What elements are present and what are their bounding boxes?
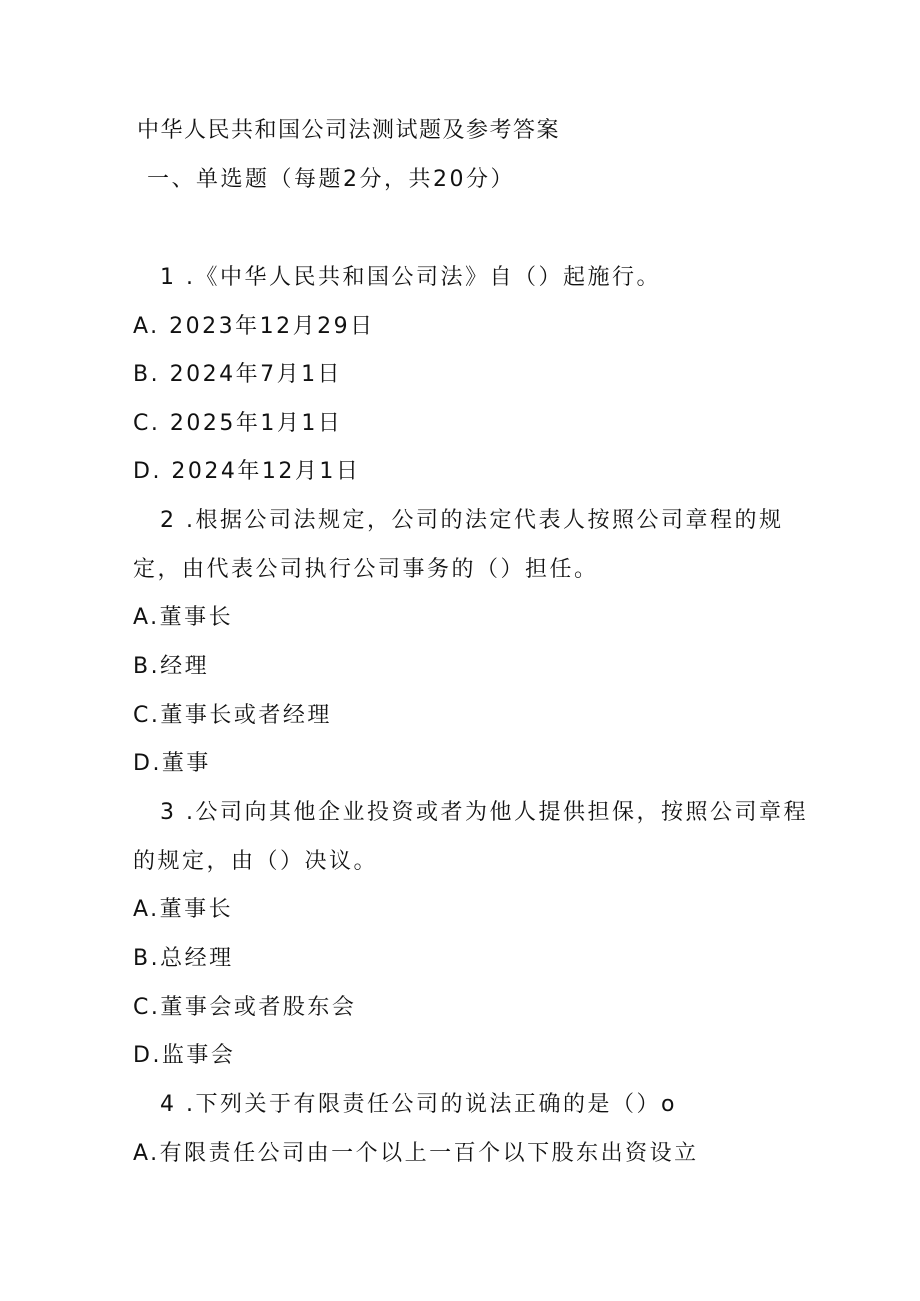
option-c: C.董事长或者经理 — [133, 703, 332, 728]
option-a: A.董事长 — [133, 605, 234, 630]
option-d: D.董事 — [133, 751, 211, 776]
question-stem: 1 .《中华人民共和国公司法》自（）起施行。 — [160, 265, 661, 290]
option-b: B.总经理 — [133, 946, 234, 971]
option-b: B. 2024年7月1日 — [133, 362, 343, 387]
section-heading: 一、单选题（每题2分，共20分） — [147, 167, 515, 192]
option-a: A.有限责任公司由一个以上一百个以下股东出资设立 — [133, 1141, 699, 1166]
option-d: D. 2024年12月1日 — [133, 459, 361, 484]
option-c: C. 2025年1月1日 — [133, 411, 343, 436]
question-stem-line-2: 定，由代表公司执行公司事务的（）担任。 — [133, 557, 599, 582]
option-a: A. 2023年12月29日 — [133, 314, 375, 339]
document-title: 中华人民共和国公司法测试题及参考答案 — [137, 118, 561, 143]
option-d: D.监事会 — [133, 1043, 236, 1068]
option-a: A.董事长 — [133, 897, 234, 922]
question-stem-line-1: 2 .根据公司法规定，公司的法定代表人按照公司章程的规 — [160, 508, 784, 533]
question-stem-line-1: 3 .公司向其他企业投资或者为他人提供担保，按照公司章程 — [160, 800, 808, 825]
question-stem-line-2: 的规定，由（）决议。 — [133, 849, 379, 874]
question-stem: 4 .下列关于有限责任公司的说法正确的是（）o — [160, 1092, 677, 1117]
option-c: C.董事会或者股东会 — [133, 995, 357, 1020]
option-b: B.经理 — [133, 654, 210, 679]
